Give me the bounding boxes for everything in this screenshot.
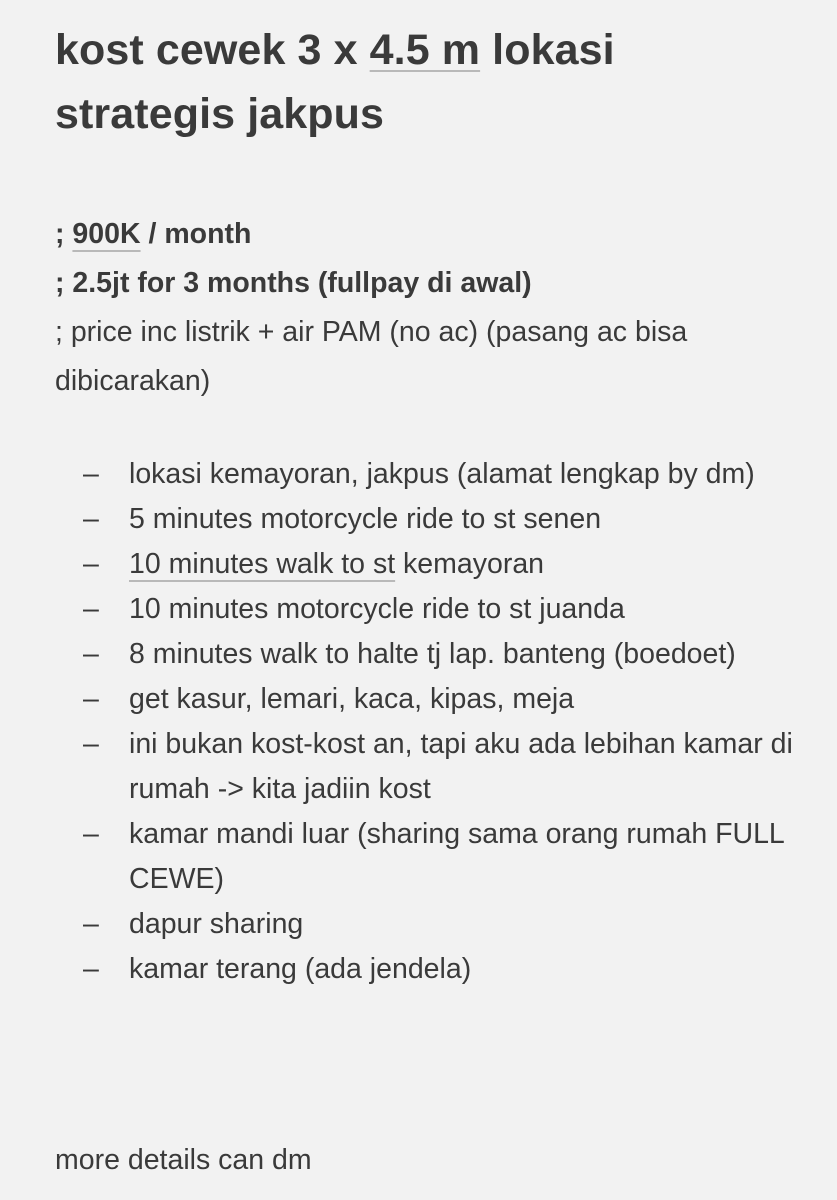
list-item <box>83 497 803 542</box>
list-item <box>83 722 803 812</box>
walk-to-station-link[interactable]: 10 minutes walk to st <box>129 548 396 580</box>
list-item <box>83 677 803 722</box>
list-item <box>83 632 803 677</box>
list-item <box>83 947 803 992</box>
dash-bullet: – <box>83 458 99 490</box>
feature-list <box>83 452 803 992</box>
dash-bullet: – <box>83 953 99 985</box>
dash-bullet: – <box>83 908 99 940</box>
dash-bullet: – <box>83 638 99 670</box>
list-item-text: kamar terang (ada jendela) <box>129 953 472 985</box>
dash-bullet: – <box>83 818 99 850</box>
list-item <box>83 452 803 497</box>
price-section <box>55 210 795 406</box>
price-monthly <box>55 210 795 259</box>
list-item-text: kemayoran <box>395 548 545 580</box>
title-dimension-link[interactable]: 4.5 m <box>369 26 481 74</box>
listing-title <box>55 18 795 146</box>
price-includes: ; price inc listrik + air PAM (no ac) (pasang ac bisa dibicarakan) <box>55 316 688 397</box>
dash-bullet: – <box>83 683 99 715</box>
list-item-text: 10 minutes motorcycle ride to st juanda <box>129 593 625 625</box>
list-item <box>83 812 803 902</box>
list-item <box>83 902 803 947</box>
price-three-months: ; 2.5jt for 3 months (fullpay di awal) <box>55 267 532 299</box>
list-item <box>83 542 803 587</box>
list-item <box>83 587 803 632</box>
title-part-3: lokasi strategis jakpus <box>55 26 615 138</box>
price-monthly-suffix: / month <box>140 218 252 250</box>
list-item-text: 5 minutes motorcycle ride to st senen <box>129 503 602 535</box>
list-item-text: lokasi kemayoran, jakpus (alamat lengkap by dm) <box>129 458 755 490</box>
list-item-text: get kasur, lemari, kaca, kipas, meja <box>129 683 575 715</box>
dash-bullet: – <box>83 548 99 580</box>
footer-note: more details can dm <box>55 1144 312 1176</box>
list-item-text: 8 minutes walk to halte tj lap. banteng (boedoet) <box>129 638 736 670</box>
title-part-1: kost cewek 3 x <box>55 26 370 74</box>
price-monthly-prefix: ; <box>55 218 73 250</box>
dash-bullet: – <box>83 728 99 760</box>
dash-bullet: – <box>83 593 99 625</box>
list-item-text: ini bukan kost-kost an, tapi aku ada lebihan kamar di rumah -> kita jadiin kost <box>129 728 793 805</box>
list-item-text: dapur sharing <box>129 908 304 940</box>
list-item-text: kamar mandi luar (sharing sama orang rumah FULL CEWE) <box>129 818 784 895</box>
dash-bullet: – <box>83 503 99 535</box>
price-amount-link[interactable]: 900K <box>72 218 141 250</box>
